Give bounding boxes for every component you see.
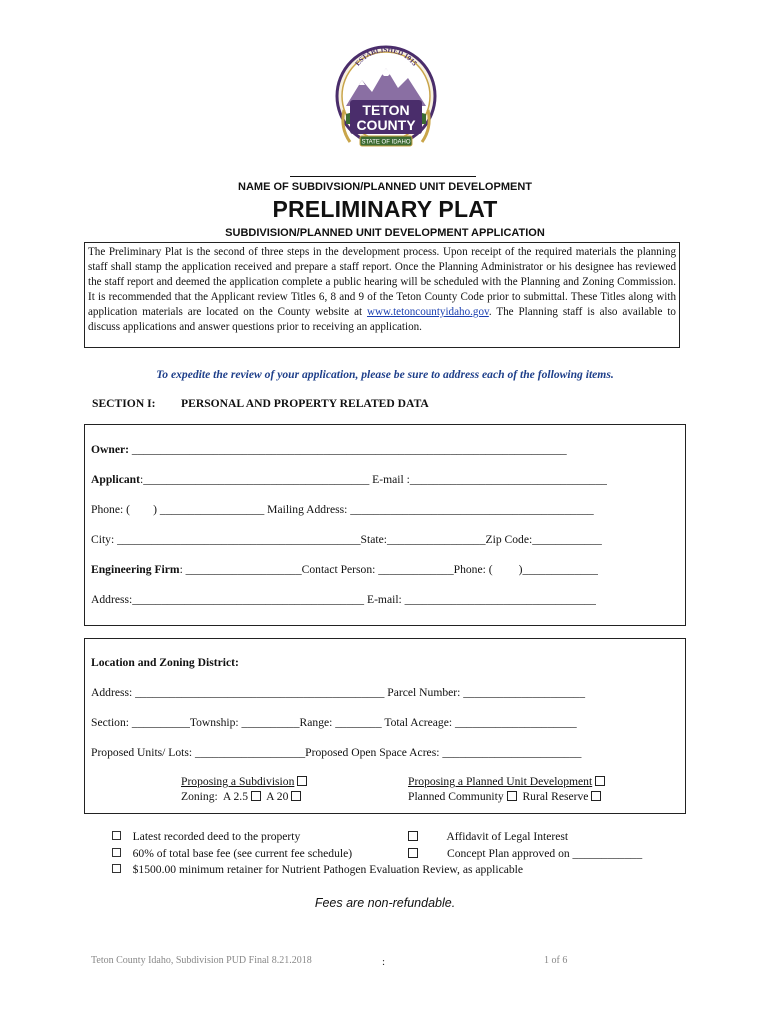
checklist-item[interactable]: Concept Plan approved on ____________ (408, 847, 642, 860)
location-address-field[interactable]: Address: ___________________________________________ Parcel Number: _____________________ (91, 686, 585, 699)
applicant-field[interactable]: Applicant:_______________________________________ E-mail :__________________________________ (91, 473, 607, 486)
subdivision-name-label: NAME OF SUBDIVSION/PLANNED UNIT DEVELOPMENT (238, 181, 532, 193)
checklist-item[interactable]: Affidavit of Legal Interest (408, 830, 568, 843)
phone-mailing-field[interactable]: Phone: ( ) __________________ Mailing Address: __________________________________________ (91, 503, 594, 516)
zoning-option: Zoning: A 2.5 A 20 (181, 790, 301, 803)
proposing-pud-option[interactable]: Proposing a Planned Unit Development (408, 775, 605, 788)
location-heading: Location and Zoning District: (91, 656, 239, 669)
engineering-firm-field[interactable]: Engineering Firm: ____________________Contact Person: _____________Phone: ( )_____________ (91, 563, 598, 576)
checkbox-icon[interactable] (112, 864, 121, 873)
section-number: SECTION I: (92, 397, 156, 410)
checklist-item[interactable]: 60% of total base fee (see current fee schedule) (112, 847, 352, 860)
county-website-link[interactable]: www.tetoncountyidaho.gov (367, 305, 489, 318)
seal-banner: STATE OF IDAHO (361, 139, 411, 146)
subdivision-name-line[interactable] (290, 176, 476, 177)
checklist-item[interactable]: Latest recorded deed to the property (112, 830, 300, 843)
page-title: PRELIMINARY PLAT (272, 196, 498, 222)
proposing-subdivision-option[interactable]: Proposing a Subdivision (181, 775, 307, 788)
section-township-field[interactable]: Section: __________Township: __________Range: ________ Total Acreage: _____________________ (91, 716, 577, 729)
expedite-note: To expedite the review of your application, please be sure to address each of the following items. (156, 368, 614, 381)
seal-top-text: ESTABLISHED 1915 (353, 45, 419, 68)
city-state-zip-field[interactable]: City: __________________________________________State:_________________Zip Code:____________ (91, 533, 602, 546)
checkbox-icon[interactable] (297, 776, 307, 786)
section-title: PERSONAL AND PROPERTY RELATED DATA (181, 397, 429, 410)
intro-box (84, 242, 680, 348)
page-subtitle: SUBDIVISION/PLANNED UNIT DEVELOPMENT APPLICATION (225, 227, 545, 239)
checklist-item[interactable]: $1500.00 minimum retainer for Nutrient Pathogen Evaluation Review, as applicable (112, 863, 523, 876)
footer-mid: : (382, 956, 386, 968)
checkbox-icon[interactable] (591, 791, 601, 801)
checkbox-icon[interactable] (291, 791, 301, 801)
checkbox-icon[interactable] (112, 848, 121, 857)
pud-type-option: Planned Community Rural Reserve (408, 790, 601, 803)
checkbox-icon[interactable] (408, 831, 418, 841)
engineering-address-field[interactable]: Address:________________________________________ E-mail: _________________________________ (91, 593, 596, 606)
teton-county-seal (332, 44, 440, 156)
footer-left: Teton County Idaho, Subdivision PUD Final 8.21.2018 (91, 955, 312, 966)
seal-name-line1: TETON (362, 102, 410, 118)
page-number: 1 of 6 (544, 955, 568, 966)
owner-field[interactable]: Owner: ___________________________________________________________________________ (91, 443, 567, 456)
fees-note: Fees are non-refundable. (314, 896, 456, 910)
checkbox-icon[interactable] (408, 848, 418, 858)
checkbox-icon[interactable] (595, 776, 605, 786)
seal-name-line2: COUNTY (356, 117, 416, 133)
proposed-units-field[interactable]: Proposed Units/ Lots: ___________________Proposed Open Space Acres: ________________________ (91, 746, 582, 759)
checkbox-icon[interactable] (251, 791, 261, 801)
checkbox-icon[interactable] (112, 831, 121, 840)
checkbox-icon[interactable] (507, 791, 517, 801)
intro-text: The Preliminary Plat is the second of three steps in the development process. Upon receipt of the required materials the planning staff shall stamp the application received and prepare a staff report. Once the Planning Administrator or his designee has reviewed the staff report and deemed the application complete a public hearing will be scheduled with the Planning and Zoning Commission. It is recommended that the Applicant review Titles 6, 8 and 9 of the Teton County Code prior to submittal. These Titles along with application materials are located on the County website at www.tetoncountyidaho.gov. The Planning staff is also available to discuss applications and answer questions prior to receiving an application. (88, 246, 676, 333)
